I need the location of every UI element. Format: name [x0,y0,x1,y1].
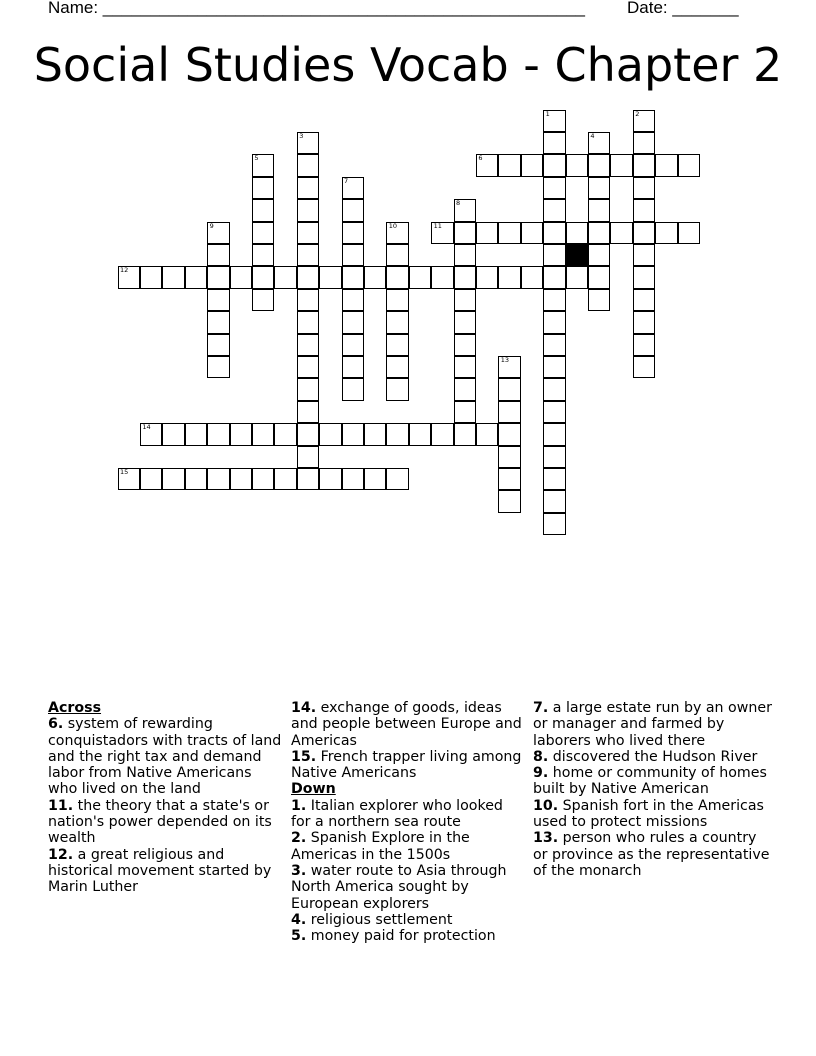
grid-cell[interactable] [297,289,320,312]
grid-cell[interactable] [566,154,589,177]
grid-cell[interactable] [476,222,499,245]
grid-cell[interactable] [386,222,409,245]
grid-cell[interactable] [386,244,409,267]
clue-number: 13. [533,830,559,847]
grid-cell[interactable] [297,468,320,491]
grid-cell[interactable] [342,311,365,334]
grid-cell[interactable] [319,266,342,289]
clue-number: 5. [291,928,307,945]
grid-cell[interactable] [386,289,409,312]
clue-number: 4. [291,911,307,928]
clue-number: 6. [48,716,64,733]
grid-cell[interactable] [297,401,320,424]
grid-cell[interactable] [207,468,230,491]
grid-cell[interactable] [498,154,521,177]
grid-cell[interactable] [364,468,387,491]
grid-cell[interactable] [521,222,544,245]
grid-cell[interactable] [543,289,566,312]
clue-number: 2. [291,830,307,847]
cell-number: 8 [456,199,461,208]
cell-number: 15 [120,467,129,476]
clue-number: 14. [291,700,317,716]
grid-cell[interactable] [252,266,275,289]
clue-text: exchange of goods, ideas and people between Europe and Americas [291,700,522,749]
grid-cell[interactable] [185,423,208,446]
cell-number: 1 [545,109,550,118]
clue-number: 11. [48,797,74,814]
grid-cell[interactable] [252,468,275,491]
grid-cell[interactable] [610,154,633,177]
grid-cell[interactable] [342,266,365,289]
clue-text: Italian explorer who looked for a northern sea route [291,797,503,831]
grid-cell[interactable] [588,222,611,245]
grid-cell[interactable] [498,356,521,379]
grid-cell[interactable] [633,222,656,245]
grid-cell[interactable] [476,423,499,446]
grid-cell[interactable] [454,289,477,312]
grid-cell[interactable] [274,423,297,446]
grid-cell[interactable] [543,490,566,513]
clue-number: 3. [291,862,307,879]
clue-text: a large estate run by an owner or manager and farmed by laborers who lived there [533,700,772,749]
cell-number: 5 [254,154,259,163]
clue-text: French trapper living among Native Americans [291,748,522,782]
clue-text: Spanish Explore in the Americas in the 1500s [291,830,470,863]
grid-cell[interactable] [207,266,230,289]
grid-cell[interactable] [655,222,678,245]
grid-cell[interactable] [588,154,611,177]
clue [291,830,526,863]
clue [533,830,773,879]
grid-cell[interactable] [207,356,230,379]
grid-cell[interactable] [521,266,544,289]
clue [291,912,526,928]
grid-cell[interactable] [633,356,656,379]
grid-cell[interactable] [342,199,365,222]
grid-cell[interactable] [386,378,409,401]
clue-number: 1. [291,797,307,814]
grid-cell[interactable] [364,266,387,289]
grid-cell[interactable] [476,154,499,177]
grid-cell[interactable] [342,334,365,357]
grid-cell[interactable] [207,423,230,446]
grid-cell[interactable] [207,244,230,267]
cell-number: 3 [299,131,304,140]
grid-cell[interactable] [678,154,701,177]
clue-number: 8. [533,748,549,765]
grid-cell[interactable] [610,222,633,245]
grid-cell[interactable] [498,266,521,289]
grid-cell[interactable] [543,199,566,222]
clue-number: 10. [533,797,559,814]
clue [291,798,526,831]
grid-cell[interactable] [543,154,566,177]
clue-text: Spanish fort in the Americas used to protect missions [533,797,764,831]
grid-cell[interactable] [655,154,678,177]
clue [48,847,283,896]
date-field-label: Date: _______ [627,0,739,17]
grid-cell[interactable] [140,423,163,446]
clues-column-1 [48,700,283,896]
grid-cell[interactable] [140,266,163,289]
grid-cell[interactable] [274,468,297,491]
grid-cell[interactable] [342,289,365,312]
grid-cell[interactable] [185,266,208,289]
clue-text: the theory that a state's or nation's power depended on its wealth [48,797,272,847]
grid-cell[interactable] [543,244,566,267]
grid-cell[interactable] [498,490,521,513]
grid-cell[interactable] [386,468,409,491]
grid-cell[interactable] [252,199,275,222]
down-clue-list [291,798,526,945]
clue-number: 7. [533,700,549,716]
grid-cell[interactable] [588,266,611,289]
grid-cell[interactable] [342,244,365,267]
clue [291,749,526,782]
grid-cell[interactable] [297,266,320,289]
cell-number: 11 [433,221,442,230]
clues-column-2 [291,700,526,944]
grid-cell[interactable] [566,222,589,245]
cell-number: 7 [344,176,349,185]
clue [291,928,526,944]
grid-cell[interactable] [252,222,275,245]
clue [533,798,773,831]
grid-cell[interactable] [588,177,611,200]
cell-number: 12 [120,266,129,275]
clue-text: system of rewarding conquistadors with tracts of land and the right tax and demand labor from Native Americans who lived on the land [48,716,282,798]
grid-cell[interactable] [297,177,320,200]
grid-cell[interactable] [297,311,320,334]
cell-number: 13 [500,355,510,364]
grid-cell[interactable] [297,356,320,379]
grid-cell[interactable] [386,266,409,289]
grid-cell[interactable] [297,154,320,177]
clue [533,700,773,749]
grid-cell[interactable] [230,266,253,289]
grid-cell[interactable] [498,222,521,245]
grid-cell[interactable] [342,378,365,401]
grid-cell[interactable] [633,244,656,267]
grid-cell[interactable] [476,266,499,289]
grid-cell[interactable] [342,423,365,446]
grid-cell[interactable] [409,423,432,446]
clue-number: 15. [291,748,317,765]
clue-text: water route to Asia through North America sought by European explorers [291,862,507,912]
grid-cell[interactable] [297,446,320,469]
grid-cell[interactable] [207,334,230,357]
grid-cell[interactable] [252,154,275,177]
grid-cell[interactable] [633,266,656,289]
grid-cell[interactable] [454,199,477,222]
clue [48,716,283,797]
grid-cell[interactable] [454,244,477,267]
grid-cell[interactable] [498,468,521,491]
grid-cell[interactable] [297,222,320,245]
clue [48,798,283,847]
grid-cell[interactable] [386,423,409,446]
grid-cell[interactable] [252,177,275,200]
grid-cell[interactable] [678,222,701,245]
grid-cell[interactable] [543,446,566,469]
grid-cell[interactable] [566,266,589,289]
grid-cell[interactable] [185,468,208,491]
grid-cell[interactable] [409,266,432,289]
across-clue-list [48,716,283,895]
grid-cell[interactable] [543,311,566,334]
grid-cell[interactable] [454,423,477,446]
grid-cell[interactable] [498,446,521,469]
grid-cell[interactable] [297,199,320,222]
grid-cell[interactable] [162,468,185,491]
grid-cell[interactable] [633,177,656,200]
across-heading: Across [48,700,102,716]
grid-cell[interactable] [431,222,454,245]
grid-cell[interactable] [543,110,566,133]
grid-cell[interactable] [297,244,320,267]
clue-text: money paid for protection [310,928,496,945]
grid-cell[interactable] [364,423,387,446]
name-field-label: Name: ___________________________________________________ [48,0,585,17]
clue [533,749,773,765]
grid-cell[interactable] [498,378,521,401]
clue [291,700,526,749]
grid-cell[interactable] [319,468,342,491]
grid-cell[interactable] [543,401,566,424]
grid-cell[interactable] [543,132,566,155]
grid-cell[interactable] [207,311,230,334]
cell-number: 14 [142,423,151,432]
grid-cell[interactable] [633,132,656,155]
grid-cell[interactable] [274,266,297,289]
clue-text: religious settlement [310,911,453,928]
grid-cell-blocked [566,244,589,267]
grid-cell[interactable] [633,311,656,334]
grid-cell[interactable] [588,244,611,267]
down-heading: Down [291,781,336,798]
grid-cell[interactable] [543,378,566,401]
page-title: Social Studies Vocab - Chapter 2 [33,38,783,92]
grid-cell[interactable] [633,289,656,312]
grid-cell[interactable] [386,334,409,357]
grid-cell[interactable] [454,378,477,401]
grid-cell[interactable] [543,334,566,357]
grid-cell[interactable] [543,423,566,446]
grid-cell[interactable] [207,289,230,312]
grid-cell[interactable] [386,311,409,334]
grid-cell[interactable] [498,401,521,424]
grid-cell[interactable] [454,356,477,379]
grid-cell[interactable] [162,266,185,289]
grid-cell[interactable] [588,132,611,155]
grid-cell[interactable] [252,423,275,446]
clue-number: 9. [533,765,549,782]
grid-cell[interactable] [319,423,342,446]
grid-cell[interactable] [252,289,275,312]
grid-cell[interactable] [297,378,320,401]
clue-text: a great religious and historical movement started by Marin Luther [48,846,272,896]
grid-cell[interactable] [297,423,320,446]
grid-cell[interactable] [633,334,656,357]
cell-number: 10 [388,221,398,230]
grid-cell[interactable] [230,423,253,446]
grid-cell[interactable] [207,222,230,245]
grid-cell[interactable] [543,222,566,245]
grid-cell[interactable] [342,468,365,491]
grid-cell[interactable] [297,334,320,357]
grid-cell[interactable] [498,423,521,446]
grid-cell[interactable] [588,289,611,312]
down-clue-list-continued [533,700,773,879]
grid-cell[interactable] [543,513,566,536]
clue [533,765,773,798]
clue-text: discovered the Hudson River [552,748,758,765]
grid-cell[interactable] [543,177,566,200]
grid-cell[interactable] [162,423,185,446]
grid-cell[interactable] [230,468,253,491]
grid-cell[interactable] [521,154,544,177]
grid-cell[interactable] [633,199,656,222]
grid-cell[interactable] [342,177,365,200]
cell-number: 4 [590,131,595,140]
grid-cell[interactable] [140,468,163,491]
grid-cell[interactable] [454,266,477,289]
grid-cell[interactable] [454,222,477,245]
clue [291,863,526,912]
grid-cell[interactable] [252,244,275,267]
grid-cell[interactable] [118,468,141,491]
grid-cell[interactable] [454,401,477,424]
clue-text: home or community of homes built by Native American [533,765,767,798]
grid-cell[interactable] [118,266,141,289]
cell-number: 2 [635,109,640,118]
grid-cell[interactable] [543,356,566,379]
grid-cell[interactable] [342,222,365,245]
grid-cell[interactable] [454,311,477,334]
grid-cell[interactable] [543,468,566,491]
clues-column-3 [533,700,773,879]
grid-cell[interactable] [633,110,656,133]
grid-cell[interactable] [543,266,566,289]
grid-cell[interactable] [431,266,454,289]
clue-text: person who rules a country or province as the representative of the monarch [533,830,770,879]
grid-cell[interactable] [454,334,477,357]
grid-cell[interactable] [633,154,656,177]
grid-cell[interactable] [342,356,365,379]
grid-cell[interactable] [588,199,611,222]
cell-number: 9 [209,221,214,230]
grid-cell[interactable] [297,132,320,155]
clue-number: 12. [48,846,74,863]
grid-cell[interactable] [386,356,409,379]
across-clue-list-continued [291,700,526,781]
grid-cell[interactable] [431,423,454,446]
cell-number: 6 [478,154,483,163]
